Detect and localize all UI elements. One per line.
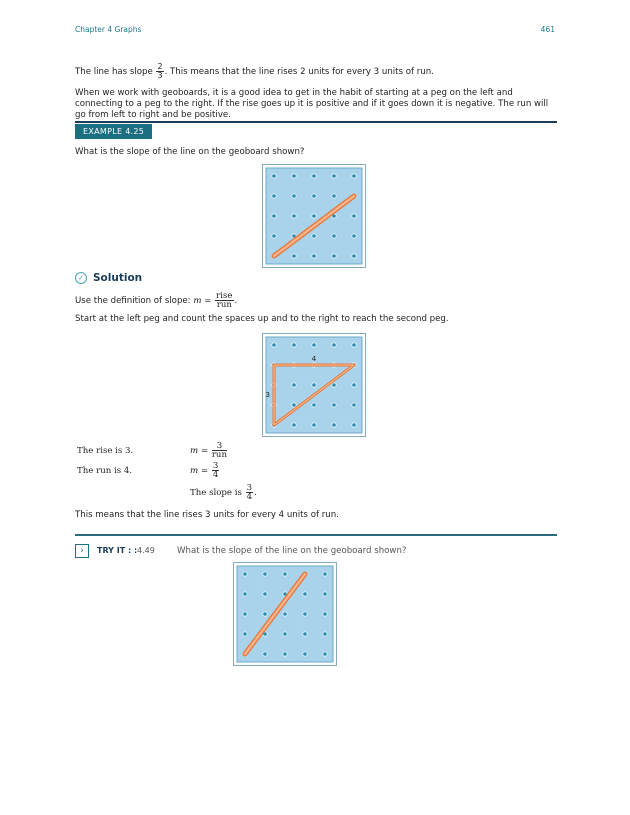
slope-definition: Use the definition of slope: m = $\frac{\text{rise}}{\text{run}}$ . xyxy=(75,291,238,310)
count-instruction: Start at the left peg and count the spaces up and to the right to reach the second peg. xyxy=(75,314,449,324)
slope-intro-line xyxy=(75,63,557,80)
try-it-question: What is the slope of the line on the geoboard shown? xyxy=(177,546,407,556)
try-it-label: TRY IT : : xyxy=(97,546,138,555)
run-label: 4 xyxy=(311,355,317,363)
page-number: 461 xyxy=(540,25,555,34)
m-equation-2: m = $\frac{3}{4}$ xyxy=(190,461,219,480)
run-statement: The run is 4. xyxy=(77,466,133,476)
rise-label: 3 xyxy=(265,391,270,399)
slope-fraction: $\frac{2}{3}$ xyxy=(157,62,163,80)
example-question: What is the slope of the line on the geoboard shown? xyxy=(75,147,305,157)
example-label: EXAMPLE 4.25 xyxy=(75,124,152,139)
geoboard-paragraph: When we work with geoboards, it is a good idea to get in the habit of starting at a peg on the left and connecting to a peg to the right. If the rise goes up it is positive and if it goes down it is negative. The run will go from left to right and be positive. xyxy=(75,88,549,120)
geoboard-example xyxy=(262,164,366,268)
intro-text: The line has slope xyxy=(75,67,153,77)
conclusion: This means that the line rises 3 units for every 4 units of run. xyxy=(75,510,339,520)
geoboard-try-it xyxy=(233,562,337,666)
slope-result: The slope is $\frac{3}{4}$ . xyxy=(190,483,257,502)
running-header-chapter: Chapter 4 Graphs xyxy=(75,25,142,34)
solution-heading: ✓ Solution xyxy=(75,272,142,284)
rise-statement: The rise is 3. xyxy=(77,446,134,456)
m-equation-1: m = $\frac{3}{\text{run}}$ xyxy=(190,441,228,460)
try-it-number: 4.49 xyxy=(137,546,155,555)
check-circle-icon: ✓ xyxy=(75,272,87,284)
example-rule xyxy=(75,121,557,123)
rise-over-run: $\frac{\text{rise}}{\text{run}}$ xyxy=(216,291,233,310)
geoboard-solution xyxy=(262,333,366,437)
intro-text-after: . This means that the line rises 2 units for every 3 units of run. xyxy=(164,67,434,77)
try-it-rule xyxy=(75,534,557,536)
chevron-right-icon[interactable]: › xyxy=(75,544,89,558)
